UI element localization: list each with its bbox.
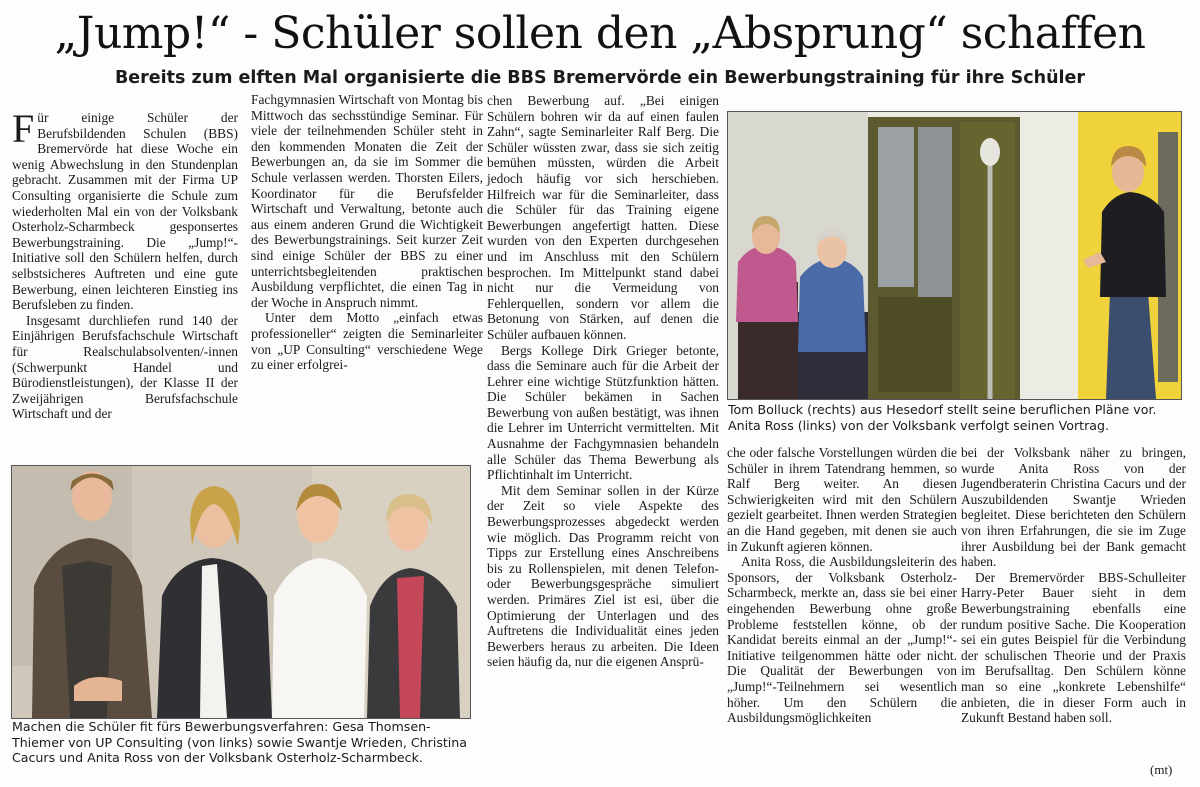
paragraph: chen Bewerbung auf. „Bei einigen Schülern bohren wir da auf einen faulen Zahn“, sagte Seminarleiter Ralf Berg. Die Schüler wüssten zwar, dass sie sich zeitig bemühen müssten, würden die Arbeit jedoch häufig vor sich herschieben. Hilfreich war für die Seminarleiter, dass die Schüler für das Training eigene Bewerbungen angefertigt hatten. Diese wurden von den Experten durchgesehen und im Anschluss mit den Schülern besprochen. Im Mittelpunkt stand dabei nicht nur die Vermeidung von Fehlerquellen, sondern vor allem die Betonung von Stärken, auf denen die Schüler aufbauen können. [487, 93, 719, 342]
photo-caption-2: Tom Bolluck (rechts) aus Hesedorf stellt seine beruflichen Pläne vor. Anita Ross (links) von der Volksbank verfolgt seinen Vortrag. [728, 402, 1157, 433]
paragraph: Bergs Kollege Dirk Grieger betonte, dass die Seminare auch für die Arbeit der Lehrer eine wichtige Stützfunktion hätten. Die Schüler bekämen in Sachen Bewerbung von außen bestätigt, was ihnen die Lehrer im Unterricht vermittelten. Mit Ausnahme der Fachgymnasien behandeln alle Schüler das Thema Bewerbung als Pflichtinhalt im Unterricht. [487, 342, 719, 483]
article-column-2 [251, 92, 483, 446]
drop-cap: F [12, 106, 35, 151]
article-column-1 [12, 106, 238, 445]
paragraph: Fachgymnasien Wirtschaft von Montag bis Mittwoch das sechsstündige Seminar. Für viele der teilnehmenden Schüler steht in den kommenden Monaten die Zeit der Bewerbungen an, da sie im Sommer die Schule verlassen werden. Thorsten Eilers, Koordinator für die Berufsfelder Wirtschaft und Verwaltung, betonte auch aus einem anderen Grund die Wichtigkeit des Bewerbungstrainings. Seit kurzer Zeit sind einige Schüler der BBS zu einer unterrichtsbegleitenden praktischen Ausbildung verpflichtet, die einen Tag in der Woche in Anspruch nimmt. [251, 92, 483, 310]
photo-classroom-image [728, 112, 1181, 399]
photo-group-portrait-image [12, 466, 470, 718]
article-column-4 [727, 445, 957, 779]
article-column-3 [487, 93, 719, 779]
photo-caption-1: Machen die Schüler fit fürs Bewerbungsverfahren: Gesa Thomsen-Thiemer von UP Consulting (von links) sowie Swantje Wrieden, Christina Cacurs und Anita Ross von der Volksbank Osterholz-Scharmbeck. [12, 719, 468, 766]
author-signature: (mt) [1150, 762, 1173, 777]
photo-classroom [727, 111, 1182, 400]
article-column-5 [961, 445, 1186, 779]
subheadline: Bereits zum elften Mal organisierte die BBS Bremervörde ein Bewerbungstraining für ihre Schüler [114, 68, 1086, 88]
paragraph: Anita Ross, die Ausbildungsleiterin des Sponsors, der Volksbank Osterholz-Scharmbeck, merkte an, dass sie bei einer eingehenden Bewerbung ohne große Probleme feststellen könne, ob der Kandidat bereits einmal an der „Jump!“-Initiative teilgenommen hätte oder nicht. Die Qualität der Bewerbungen von „Jump!“-Teilnehmern sei wesentlich höher. Um den Schülern die Ausbildungsmöglichkeiten [727, 554, 957, 726]
paragraph: che oder falsche Vorstellungen würden die Schüler in ihrem Tatendrang hemmen, so Ralf Berg weiter. An diesen Schwierigkeiten wird mit den Schülern gezielt gearbeitet. Ihnen werden Strategien an die Hand gegeben, mit denen sie auch in Zukunft agieren können. [727, 445, 957, 554]
paragraph: Mit dem Seminar sollen in der Kürze der Zeit so viele Aspekte des Bewerbungsprozesses abgedeckt werden wie möglich. Das Programm reicht von Tipps zur Erstellung eines Anschreibens bis zu Rollenspielen, mit denen Telefon- oder Bewerbungsgespräche simuliert werden. Primäres Ziel ist esi, über die Optimierung der Unterlagen und des Auftretens die Individualität eines jeden Bewerbers heraus zu arbeiten. Die Ideen seien häufig da, nur die eigenen Ansprü- [487, 482, 719, 670]
paragraph-text: ür einige Schüler der Berufsbildenden Schulen (BBS) Bremervörde hat diese Woche ein wenig Abwechslung in den Stundenplan gebracht. Zusammen mit der Firma UP Consulting organisierte die Schule zum wiederholten Mal ein von der Volksbank Osterholz-Scharmbeck gesponsertes Bewerbungstraining. Die „Jump!“-Initiative soll den Schülern helfen, durch selbstsicheres Auftreten und eine gute Bewerbung, einen leichteren Einstieg ins Berufsleben zu finden. [12, 110, 238, 313]
paragraph: bei der Volksbank näher zu bringen, wurde Anita Ross von der Jugendberaterin Christina Cacurs und der Auszubildenden Swantje Wrieden begleitet. Diese berichteten den Schülern von ihren Erfahrungen, die sie im Zuge ihrer Ausbildung bei der Bank gemacht haben. [961, 445, 1186, 570]
headline: „Jump!“ - Schüler sollen den „Absprung“ schaffen [54, 8, 1146, 59]
paragraph [12, 106, 238, 313]
photo-group-portrait [11, 465, 471, 719]
paragraph: Insgesamt durchliefen rund 140 der Einjährigen Berufsfachschule Wirtschaft für Realschulabsolventen/-innen (Schwerpunkt Handel und Bürodienstleistungen), der Klasse II der Zweijährigen Berufsfachschule Wirtschaft und der [12, 312, 238, 422]
paragraph: Der Bremervörder BBS-Schulleiter Harry-Peter Bauer sieht in dem Bewerbungstraining ebenfalls eine rundum positive Sache. Die Kooperation sei ein gutes Beispiel für die Verbindung der schulischen Theorie und der Praxis im Berufsalltag. Den Schülern könne man so eine „konkrete Lebenshilfe“ anbieten, die in dieser Form auch in Zukunft Bestand haben soll. [961, 569, 1186, 726]
paragraph: Unter dem Motto „einfach etwas professioneller“ zeigten die Seminarleiter von „UP Consulting“ verschiedene Wege zu einer erfolgrei- [251, 310, 483, 373]
